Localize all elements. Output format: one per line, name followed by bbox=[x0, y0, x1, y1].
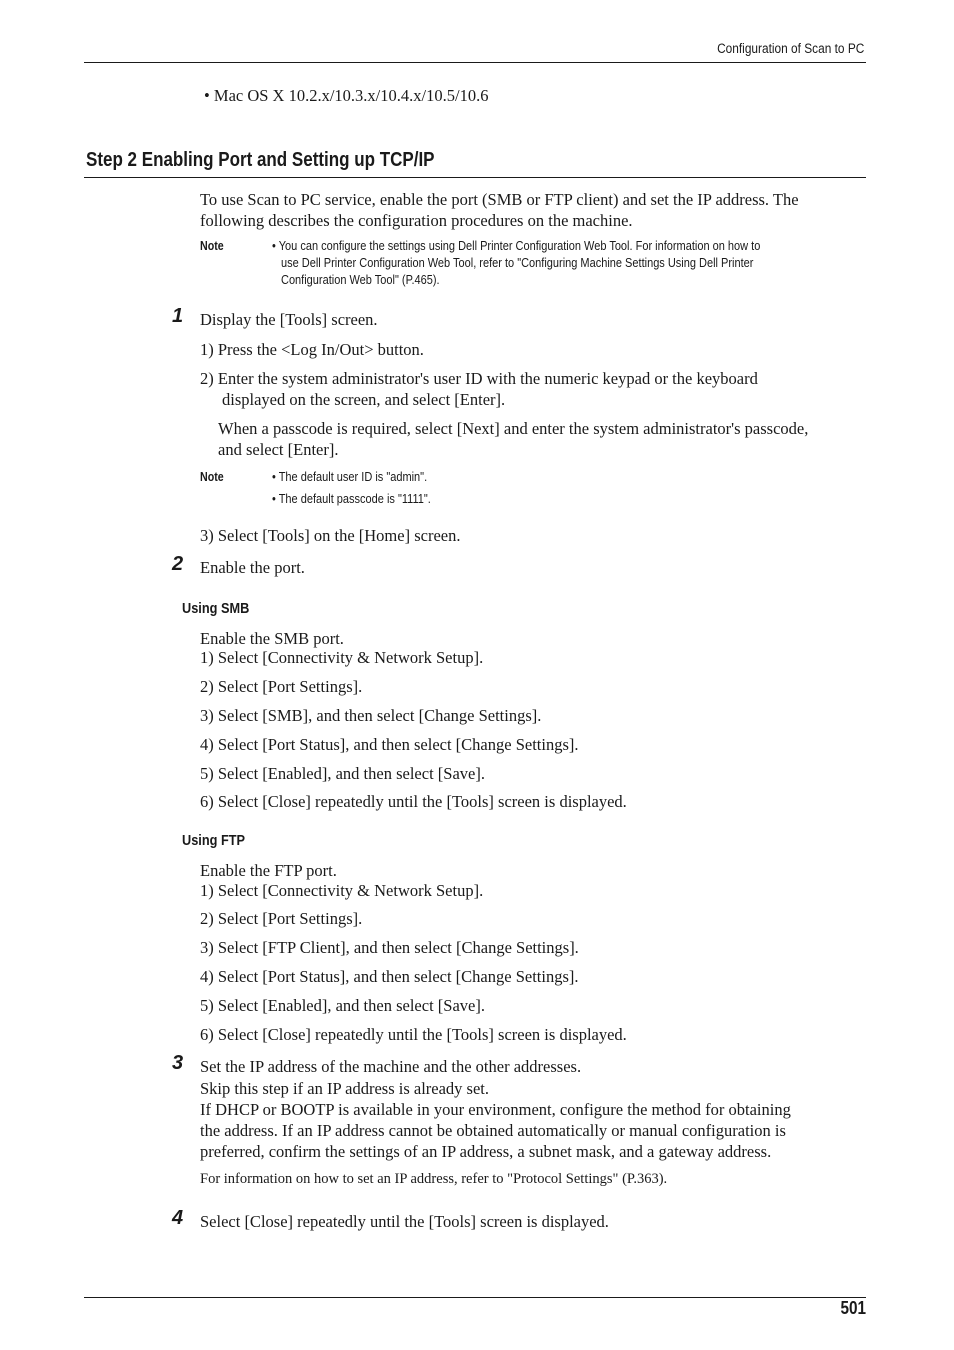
step1-substep-2: 2) Enter the system administrator's user ID with the numeric keypad or the keyboard bbox=[200, 369, 758, 388]
step-number-4: 4 bbox=[172, 1207, 184, 1229]
subheading-smb: Using SMB bbox=[182, 600, 250, 617]
note-line-1: • You can configure the settings using Dell Printer Configuration Web Tool. For information on how to bbox=[272, 239, 761, 253]
section-heading: Step 2 Enabling Port and Setting up TCP/IP bbox=[86, 149, 435, 171]
heading-rule bbox=[84, 177, 866, 178]
step3-line-1: Set the IP address of the machine and the other addresses. bbox=[200, 1057, 582, 1076]
ftp-step-item: 4) Select [Port Status], and then select [Change Settings]. bbox=[200, 967, 579, 986]
list-item-macos: • Mac OS X 10.2.x/10.3.x/10.4.x/10.5/10.6 bbox=[204, 86, 489, 105]
intro-line-2: following describes the configuration procedures on the machine. bbox=[200, 211, 633, 230]
step-number-3: 3 bbox=[172, 1052, 184, 1074]
step4-text: Select [Close] repeatedly until the [Tools] screen is displayed. bbox=[200, 1212, 609, 1231]
step1-substep-1: 1) Press the <Log In/Out> button. bbox=[200, 340, 424, 359]
step1-para-line-1: When a passcode is required, select [Next] and enter the system administrator's passcode, bbox=[218, 419, 809, 438]
note-line-2: use Dell Printer Configuration Web Tool, refer to "Configuring Machine Settings Using Dell Printer bbox=[281, 256, 754, 270]
ftp-step-item: 5) Select [Enabled], and then select [Save]. bbox=[200, 996, 485, 1015]
step1-para-line-2: and select [Enter]. bbox=[218, 440, 339, 459]
smb-step-item: 5) Select [Enabled], and then select [Save]. bbox=[200, 764, 485, 783]
smb-step-item: 2) Select [Port Settings]. bbox=[200, 677, 363, 696]
note-label: Note bbox=[200, 238, 224, 253]
ftp-step-item: 2) Select [Port Settings]. bbox=[200, 909, 363, 928]
step-number-1: 1 bbox=[172, 305, 184, 327]
step1-substep-3: 3) Select [Tools] on the [Home] screen. bbox=[200, 526, 461, 545]
smb-step-item: 1) Select [Connectivity & Network Setup]. bbox=[200, 648, 484, 667]
subheading-ftp: Using FTP bbox=[182, 832, 246, 849]
header-rule bbox=[84, 62, 866, 63]
step1-substep-2-cont: displayed on the screen, and select [Enter]. bbox=[222, 390, 506, 409]
smb-step-item: 6) Select [Close] repeatedly until the [Tools] screen is displayed. bbox=[200, 792, 627, 811]
ftp-step-item: 3) Select [FTP Client], and then select [Change Settings]. bbox=[200, 938, 579, 957]
smb-step-item: 3) Select [SMB], and then select [Change Settings]. bbox=[200, 706, 542, 725]
step3-reference: For information on how to set an IP address, refer to "Protocol Settings" (P.363). bbox=[200, 1171, 668, 1187]
footer-rule bbox=[84, 1297, 866, 1298]
step3-line-4: the address. If an IP address cannot be obtained automatically or manual configuration is bbox=[200, 1121, 786, 1140]
step3-line-3: If DHCP or BOOTP is available in your environment, configure the method for obtaining bbox=[200, 1100, 791, 1119]
step2-text: Enable the port. bbox=[200, 558, 305, 577]
step3-line-5: preferred, confirm the settings of an IP address, a subnet mask, and a gateway address. bbox=[200, 1142, 772, 1161]
ftp-intro: Enable the FTP port. bbox=[200, 861, 337, 880]
running-header: Configuration of Scan to PC bbox=[716, 41, 864, 56]
ftp-step-item: 1) Select [Connectivity & Network Setup]. bbox=[200, 881, 484, 900]
page-number: 501 bbox=[840, 1298, 866, 1318]
note-label: Note bbox=[200, 469, 224, 484]
step3-line-2: Skip this step if an IP address is already set. bbox=[200, 1079, 490, 1098]
smb-step-item: 4) Select [Port Status], and then select [Change Settings]. bbox=[200, 735, 579, 754]
note-line-3: Configuration Web Tool" (P.465). bbox=[281, 273, 440, 287]
ftp-step-item: 6) Select [Close] repeatedly until the [Tools] screen is displayed. bbox=[200, 1025, 627, 1044]
step-number-2: 2 bbox=[172, 553, 184, 575]
smb-intro: Enable the SMB port. bbox=[200, 629, 344, 648]
intro-line-1: To use Scan to PC service, enable the port (SMB or FTP client) and set the IP address. The bbox=[200, 190, 799, 209]
note-default-user-id: • The default user ID is "admin". bbox=[272, 470, 428, 484]
note-default-passcode: • The default passcode is "1111". bbox=[272, 492, 431, 506]
step1-text: Display the [Tools] screen. bbox=[200, 310, 378, 329]
